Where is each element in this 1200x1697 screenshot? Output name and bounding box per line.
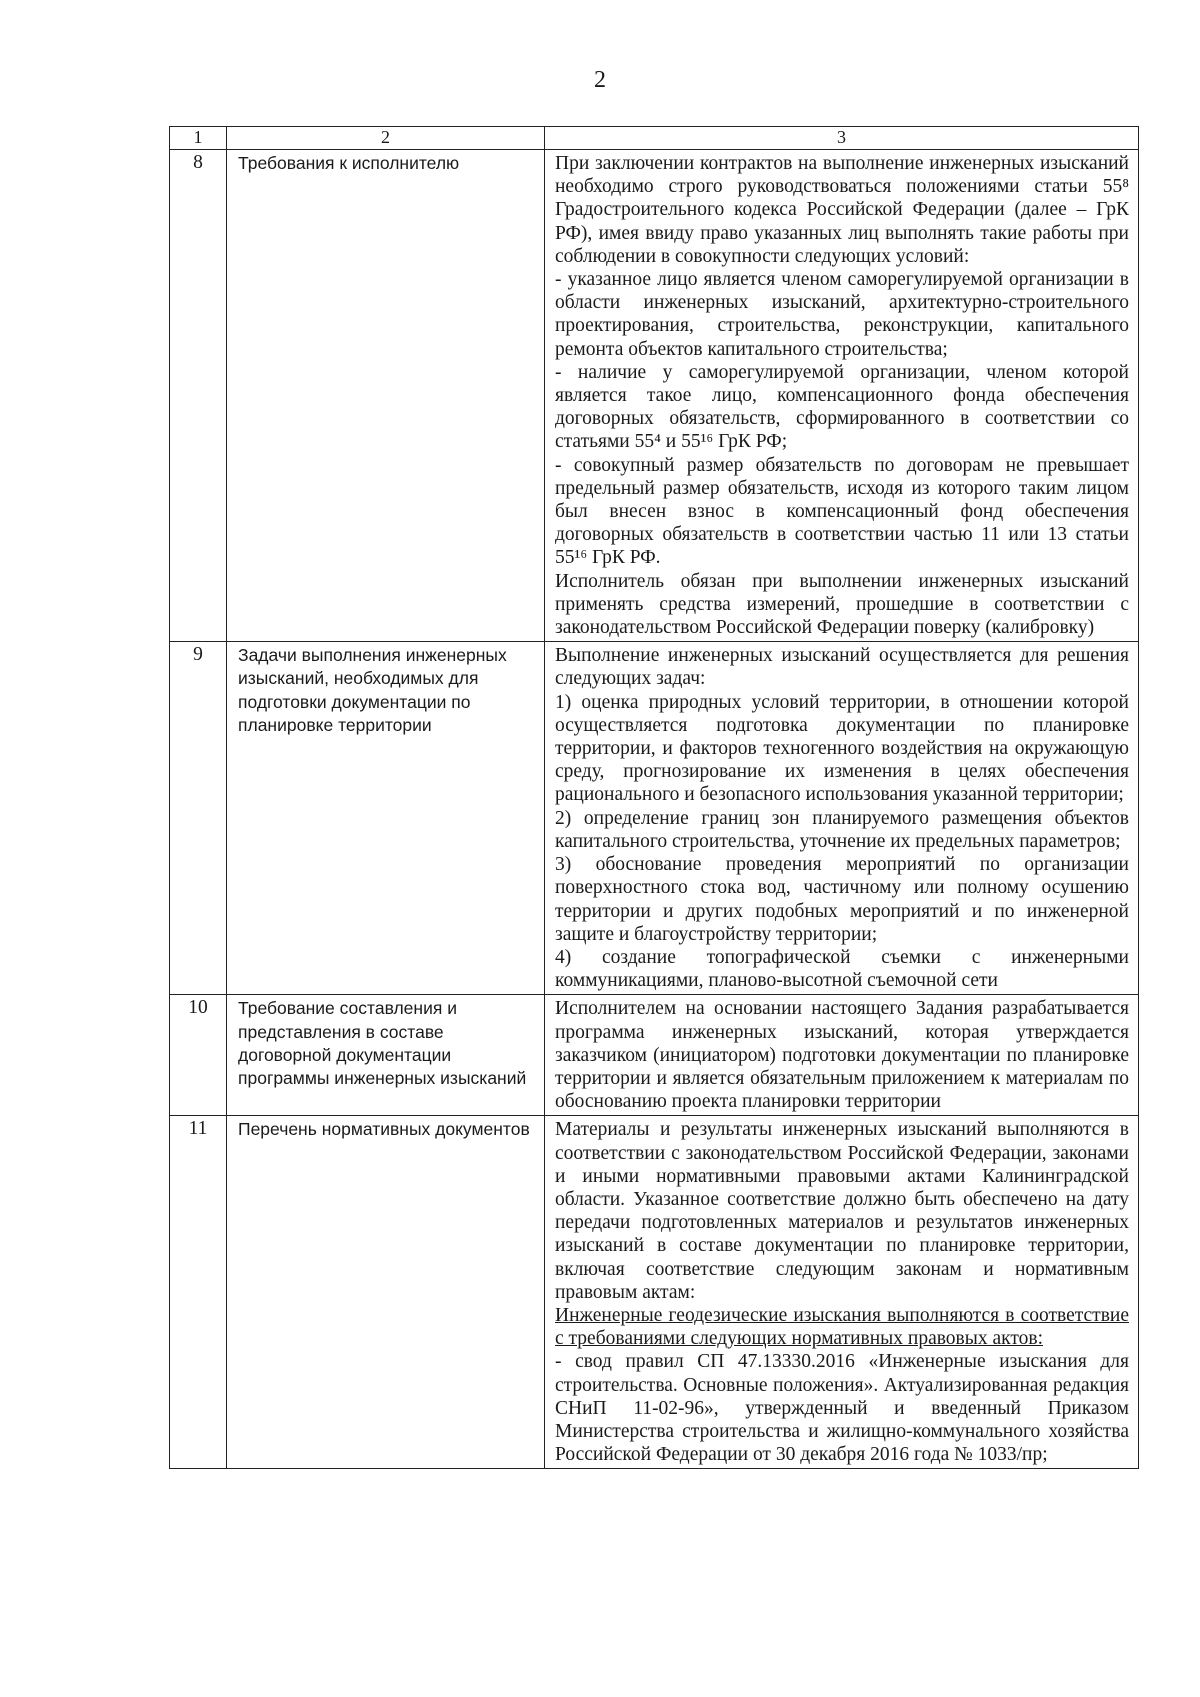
paragraph: - свод правил СП 47.13330.2016 «Инженерные изыскания для строительства. Основные положения». Актуализированная редакция СНиП 11-02-96», утвержденный и введенный Приказом Министерства строительства и жилищно-коммунального хозяйства Российской Федерации от 30 декабря 2016 года № 1033/пр; <box>555 1351 1129 1466</box>
paragraph: - наличие у саморегулируемой организации, членом которой является такое лицо, компенсационного фонда обеспечения договорных обязательств, сформированного в соответствии со статьями 55⁴ и 55¹⁶ ГрК РФ; <box>555 361 1129 453</box>
row-number: 10 <box>170 995 227 1116</box>
table-header-row <box>170 127 1139 150</box>
paragraph: Выполнение инженерных изысканий осуществляется для решения следующих задач: <box>555 645 1129 690</box>
row-content <box>545 150 1139 642</box>
row-content <box>545 1116 1139 1469</box>
header-cell-content: 3 <box>545 127 1139 150</box>
table-row <box>170 1116 1139 1469</box>
underlined-paragraph: Инженерные геодезические изыскания выполняются в соответствие с требованиями следующих нормативных правовых актов: <box>555 1304 1129 1350</box>
paragraph: 4) создание топографической съемки с инженерными коммуникациями, планово-высотной съемочной сети <box>555 946 1129 992</box>
paragraph: 3) обоснование проведения мероприятий по организации поверхностного стока вод, частичному или полному осушению территории и других подобных мероприятий и по инженерной защите и благоустройству территории; <box>555 854 1129 945</box>
row-content <box>545 995 1139 1116</box>
row-number: 11 <box>170 1116 227 1469</box>
row-title: Задачи выполнения инженерных изысканий, необходимых для подготовки документации по планировке территории <box>227 642 545 995</box>
paragraph: При заключении контрактов на выполнение инженерных изысканий необходимо строго руководствоваться положениями статьи 55⁸ Градостроительного кодекса Российской Федерации (далее – ГрК РФ), имея ввиду право указанных лиц выполнять такие работы при соблюдении в совокупности следующих условий: <box>555 153 1129 267</box>
header-cell-name: 2 <box>227 127 545 150</box>
paragraph: Исполнителем на основании настоящего Задания разрабатывается программа инженерных изысканий, которая утверждается заказчиком (инициатором) подготовки документации по планировке территории и является обязательным приложением к материалам по обоснованию проекта планировки территории <box>555 998 1129 1113</box>
table-row <box>170 995 1139 1116</box>
row-number: 9 <box>170 642 227 995</box>
row-content <box>545 642 1139 995</box>
page-number: 2 <box>594 67 606 93</box>
row-title: Требование составления и представления в составе договорной документации программы инженерных изысканий <box>227 995 545 1116</box>
row-title: Перечень нормативных документов <box>227 1116 545 1469</box>
header-cell-num: 1 <box>170 127 227 150</box>
row-number: 8 <box>170 150 227 642</box>
table-row <box>170 642 1139 995</box>
row-title: Требования к исполнителю <box>227 150 545 642</box>
paragraph: Материалы и результаты инженерных изысканий выполняются в соответствии с законодательством Российской Федерации, законами и иными нормативными правовыми актами Калининградской области. Указанное соответствие должно быть обеспечено на дату передачи подготовленных материалов и результатов инженерных изысканий в составе документации по планировке территории, включая соответствие следующим законам и нормативным правовым актам: <box>555 1119 1129 1303</box>
paragraph: 2) определение границ зон планируемого размещения объектов капитального строительства, уточнение их предельных параметров; <box>555 807 1129 852</box>
paragraph: - указанное лицо является членом саморегулируемой организации в области инженерных изысканий, архитектурно-строительного проектирования, строительства, реконструкции, капитального ремонта объектов капитального строительства; <box>555 269 1129 360</box>
paragraph: Исполнитель обязан при выполнении инженерных изысканий применять средства измерений, прошедшие в соответствии с законодательством Российской Федерации поверку (калибровку) <box>555 570 1129 639</box>
paragraph: 1) оценка природных условий территории, в отношении которой осуществляется подготовка документации по планировке территории, и факторов техногенного воздействия на окружающую среду, прогнозирование их изменения в целях обеспечения рационального и безопасного использования указанной территории; <box>555 691 1129 806</box>
paragraph: - совокупный размер обязательств по договорам не превышает предельный размер обязательств, исходя из которого таким лицом был внесен взнос в компенсационный фонд обеспечения договорных обязательств в соответствии частью 11 или 13 статьи 55¹⁶ ГрК РФ. <box>555 454 1129 569</box>
table-row <box>170 150 1139 642</box>
requirements-table <box>169 126 1139 1469</box>
